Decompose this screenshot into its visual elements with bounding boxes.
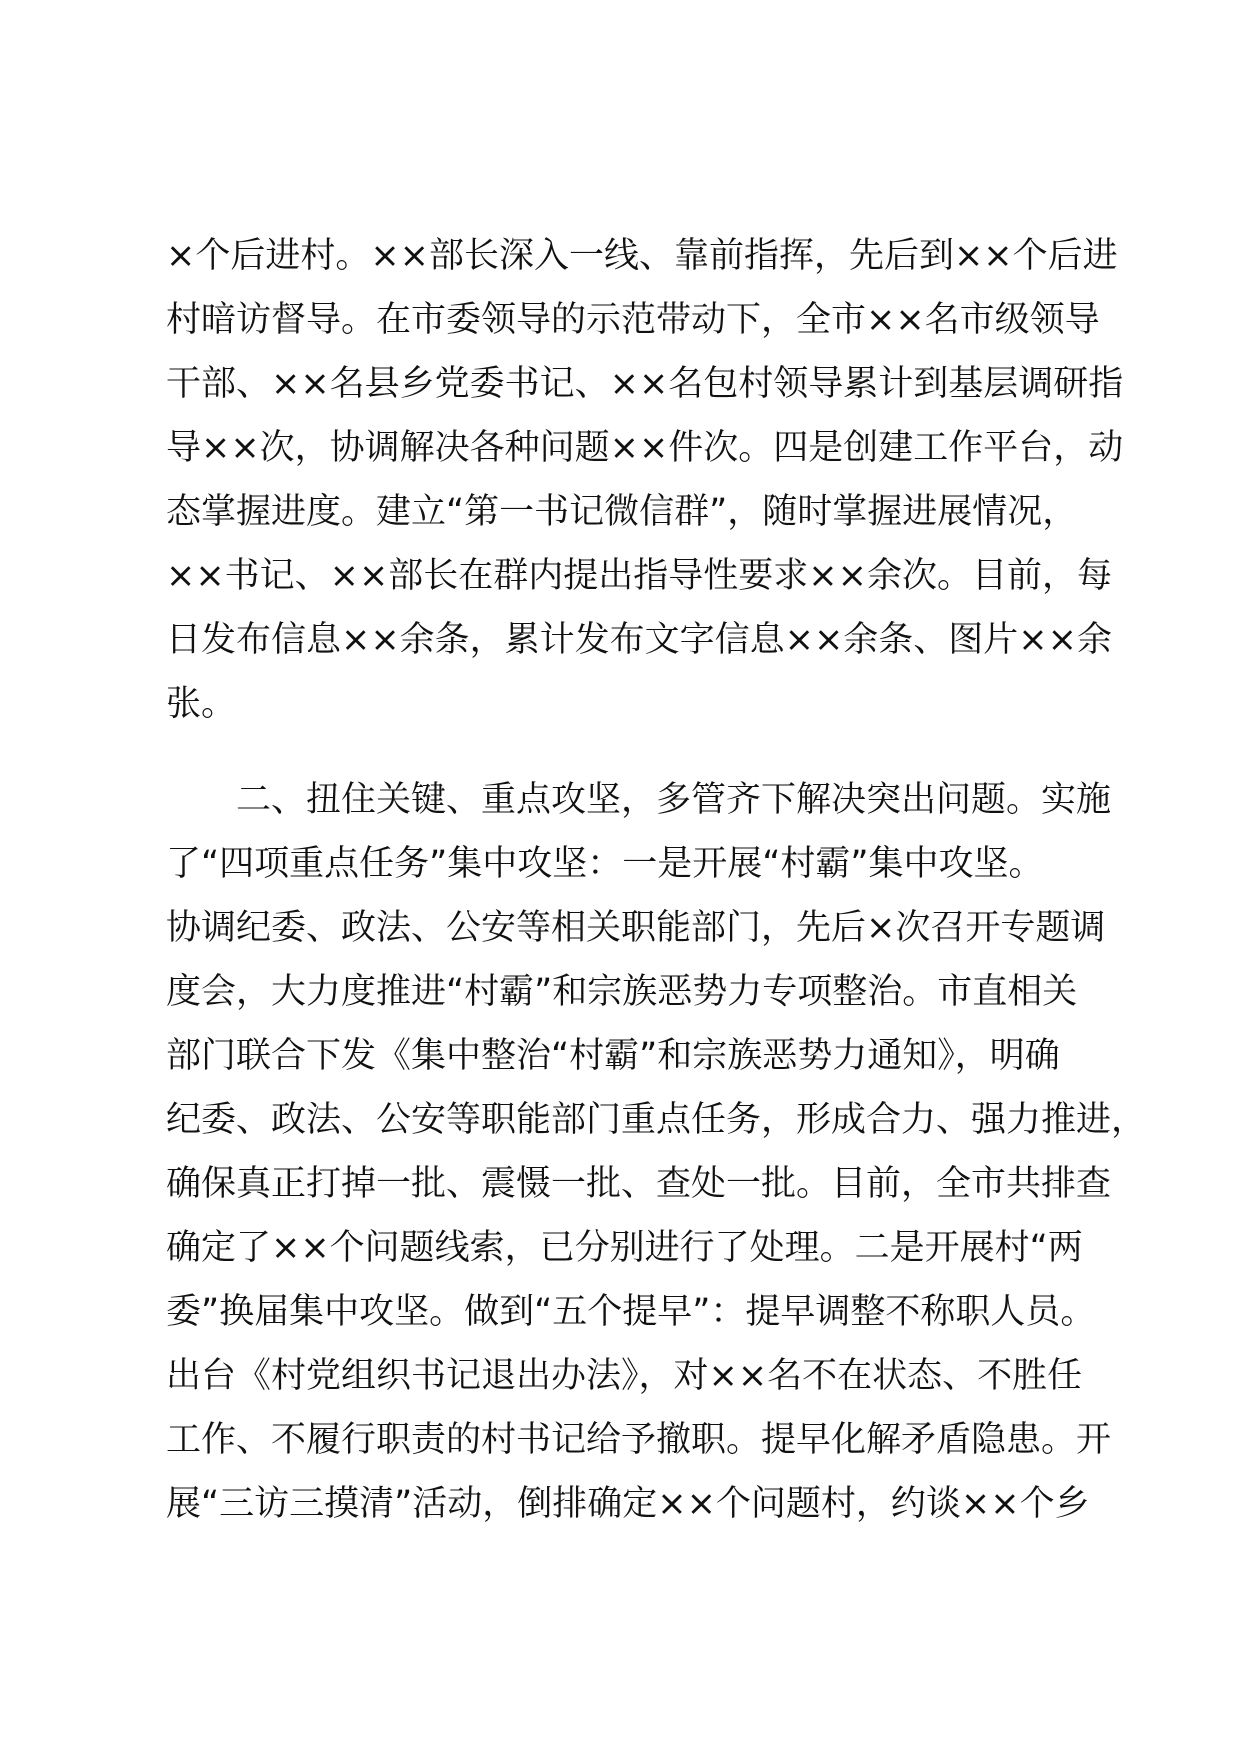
- text-line: ××书记、××部长在群内提出指导性要求××余次。目前，每: [166, 556, 1112, 596]
- text-line: 协调纪委、政法、公安等相关职能部门，先后×次召开专题调: [166, 908, 1106, 948]
- text-line: 态掌握进度。建立“第一书记微信群”，随时掌握进展情况，: [166, 492, 1078, 532]
- text-line: ×个后进村。××部长深入一线、靠前指挥，先后到××个后进: [166, 236, 1118, 276]
- paragraph-1: [166, 224, 1126, 736]
- text-line: 二、扭住关键、重点攻坚，多管齐下解决突出问题。实施: [236, 780, 1112, 820]
- text-line: 导××次，协调解决各种问题××件次。四是创建工作平台，动: [166, 428, 1124, 468]
- text-line: 干部、××名县乡党委书记、××名包村领导累计到基层调研指: [166, 364, 1124, 404]
- text-line: 日发布信息××余条，累计发布文字信息××余条、图片××余: [166, 620, 1112, 660]
- text-line: 确定了××个问题线索，已分别进行了处理。二是开展村“两: [166, 1228, 1083, 1268]
- text-line: 工作、不履行职责的村书记给予撤职。提早化解矛盾隐患。开: [166, 1420, 1112, 1460]
- document-body: [166, 224, 1147, 1536]
- text-line: 度会，大力度推进“村霸”和宗族恶势力专项整治。市直相关: [166, 972, 1078, 1012]
- text-line: 出台《村党组织书记退出办法》，对××名不在状态、不胜任: [166, 1356, 1083, 1396]
- text-line: 了“四项重点任务”集中攻坚：一是开展“村霸”集中攻坚。: [166, 844, 1044, 884]
- text-line: 张。: [166, 684, 237, 724]
- text-line: 村暗访督导。在市委领导的示范带动下，全市××名市级领导: [166, 300, 1100, 340]
- text-line: 确保真正打掉一批、震慑一批、查处一批。目前，全市共排查: [166, 1164, 1112, 1204]
- text-line: 展“三访三摸清”活动，倒排确定××个问题村，约谈××个乡: [166, 1484, 1090, 1524]
- text-line: 纪委、政法、公安等职能部门重点任务，形成合力、强力推进，: [166, 1100, 1147, 1140]
- paragraph-2: [166, 768, 1147, 1536]
- text-line: 委”换届集中攻坚。做到“五个提早”：提早调整不称职人员。: [166, 1292, 1096, 1332]
- text-line: 部门联合下发《集中整治“村霸”和宗族恶势力通知》，明确: [166, 1036, 1060, 1076]
